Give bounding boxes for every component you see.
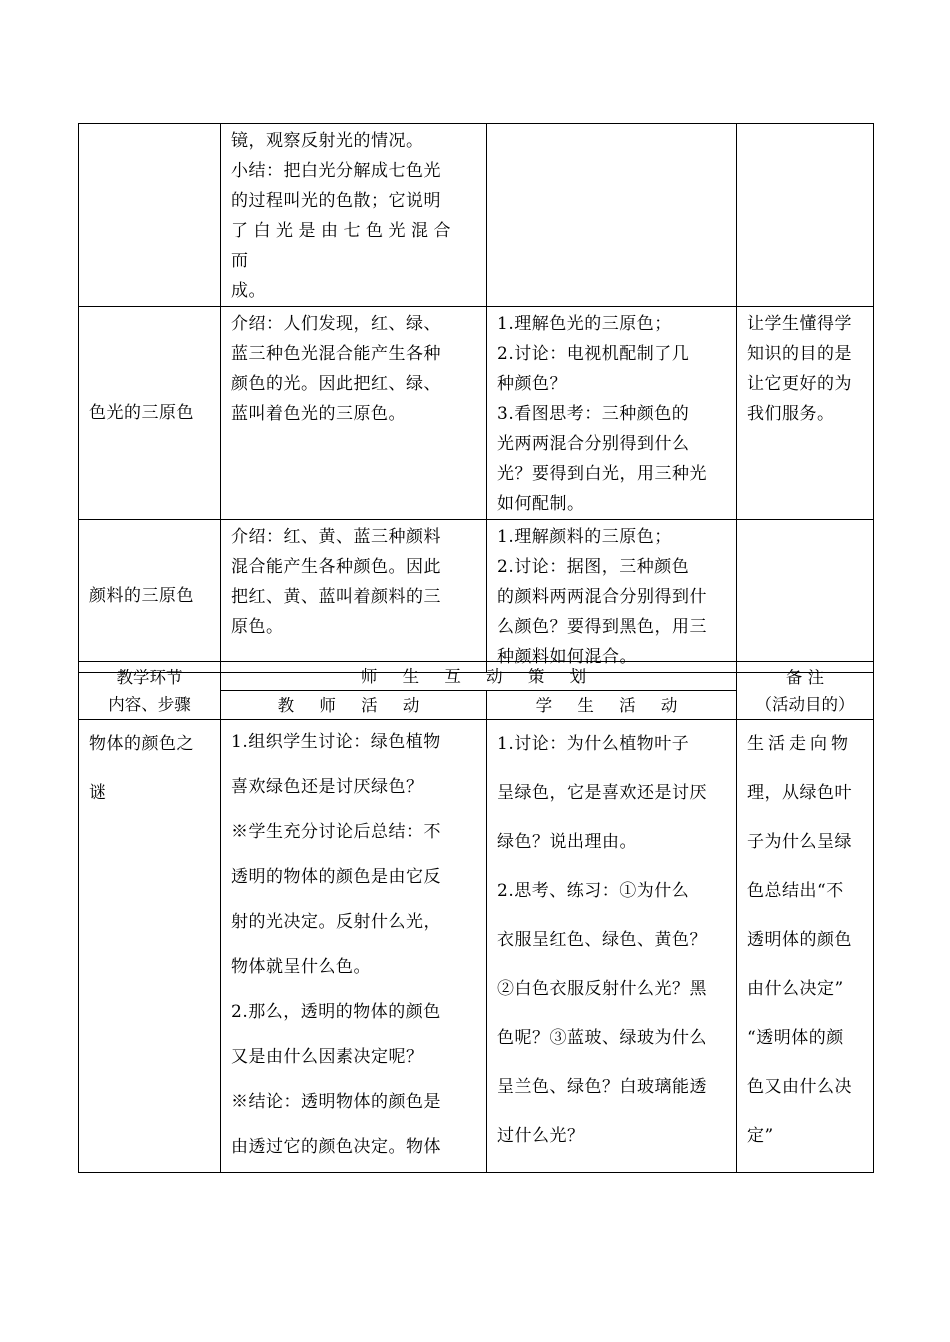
section-cell [79,520,221,673]
text-line: 生活走向物 [747,734,853,754]
text-line: 衣服呈红色、绿色、黄色？ [497,930,707,950]
text-line: 光？要得到白光，用三种光 [497,464,707,484]
text-line: 1.理解颜料的三原色； [497,527,672,547]
text-line: 呈兰色、绿色？白玻璃能透 [497,1077,707,1097]
text-line: 介绍：人们发现，红、绿、 [231,314,441,334]
text-line: 知识的目的是 [747,344,852,364]
text-line: 颜色的光。因此把红、绿、 [231,374,441,394]
header-student-cell [487,691,737,720]
text-line: 由什么决定” [747,979,844,999]
text-line: 透明的物体的颜色是由它反 [231,867,441,887]
section-title: 色光的三原色 [89,403,194,423]
text-line: 子为什么呈绿 [747,832,853,852]
text-line: ※结论：透明物体的颜色是 [231,1092,441,1112]
section-cell [79,720,221,1173]
header-text: 内容、步骤 [108,694,191,714]
text-line: 色总结出“不 [747,881,844,901]
header-text: 教学环节 [116,667,183,687]
text-line: 定” [747,1126,774,1146]
text-line: 的颜料两两混合分别得到什 [497,587,707,607]
lesson-table [78,661,874,1173]
note-cell [737,124,874,307]
section-cell [79,124,221,307]
header-interaction-cell [221,662,737,691]
text-line: 把红、黄、蓝叫着颜料的三 [231,587,441,607]
text-line: 成。 [231,281,266,301]
text-line: 我们服务。 [747,404,835,424]
text-line: 2.讨论：据图，三种颜色 [497,557,690,577]
text-line: 小结：把白光分解成七色光 [231,161,441,181]
teacher-activity-cell [221,520,487,673]
text-line: 如何配制。 [497,494,585,514]
teacher-activity-cell [221,307,487,520]
text-line: 1.讨论：为什么植物叶子 [497,734,690,754]
table-row [79,520,874,673]
text-line: 种颜料如何混合。 [497,647,637,667]
section-title: 颜料的三原色 [89,586,194,606]
text-line: ②白色衣服反射什么光？黑 [497,979,707,999]
text-line: 色呢？③蓝玻、绿玻为什么 [497,1028,707,1048]
text-line: 绿色？说出理由。 [497,832,637,852]
note-cell [737,720,874,1173]
student-activity-cell [487,124,737,307]
text-line: 透明体的颜色 [747,930,853,950]
text-line: 2.讨论：电视机配制了几 [497,344,690,364]
header-text: 学 生 活 动 [535,695,688,715]
text-line: 射的光决定。反射什么光， [231,912,441,932]
table-row [79,307,874,520]
table-row [79,124,874,307]
table-header-row [79,662,874,691]
text-line: 让它更好的为 [747,374,852,394]
table-row [79,720,874,1173]
teacher-activity-cell [221,124,487,307]
text-line: 1.理解色光的三原色； [497,314,672,334]
header-text: 教 师 活 动 [277,695,430,715]
text-line: 谜 [89,783,107,803]
text-line: 喜欢绿色还是讨厌绿色？ [231,777,424,797]
text-line: 又是由什么因素决定呢？ [231,1047,424,1067]
header-text: 备 注 [785,667,825,687]
text-line: 原色。 [231,617,284,637]
text-line: 1.组织学生讨论：绿色植物 [231,732,441,752]
text-line: 么颜色？要得到黑色，用三 [497,617,707,637]
text-line: “透明体的颜 [747,1028,844,1048]
text-line: 物体的颜色之 [89,734,194,754]
note-cell [737,307,874,520]
text-line: 蓝叫着色光的三原色。 [231,404,406,424]
student-activity-cell [487,307,737,520]
text-line: 物体就呈什么色。 [231,957,371,977]
header-section-cell [79,662,221,720]
student-activity-cell [487,520,737,673]
text-line: 的过程叫光的色散；它说明 [231,191,441,211]
text-line: 介绍：红、黄、蓝三种颜料 [231,527,441,547]
text-line: 镜，观察反射光的情况。 [231,131,424,151]
header-teacher-cell [221,691,487,720]
teacher-activity-cell [221,720,487,1173]
text-line: 色又由什么决 [747,1077,853,1097]
text-line: 了白光是由七色光混合而 [231,221,456,271]
student-activity-cell [487,720,737,1173]
text-line: 过什么光？ [497,1126,585,1146]
text-line: 呈绿色，它是喜欢还是讨厌 [497,783,707,803]
text-line: 蓝三种色光混合能产生各种 [231,344,441,364]
header-note-cell [737,662,874,720]
text-line: 3.看图思考：三种颜色的 [497,404,690,424]
text-line: 由透过它的颜色决定。物体 [231,1137,441,1157]
text-line: 2.那么，透明的物体的颜色 [231,1002,441,1022]
text-line: 种颜色？ [497,374,567,394]
section-cell [79,307,221,520]
text-line: 让学生懂得学 [747,314,852,334]
text-line: 2.思考、练习：①为什么 [497,881,690,901]
note-cell [737,520,874,673]
text-line: 混合能产生各种颜色。因此 [231,557,441,577]
text-line: 光两两混合分别得到什么 [497,434,690,454]
header-text: （活动目的） [755,694,855,714]
lesson-table-continued [78,123,874,673]
text-line: 理，从绿色叶 [747,783,853,803]
header-text: 师 生 互 动 策 划 [360,666,597,686]
text-line: ※学生充分讨论后总结：不 [231,822,441,842]
